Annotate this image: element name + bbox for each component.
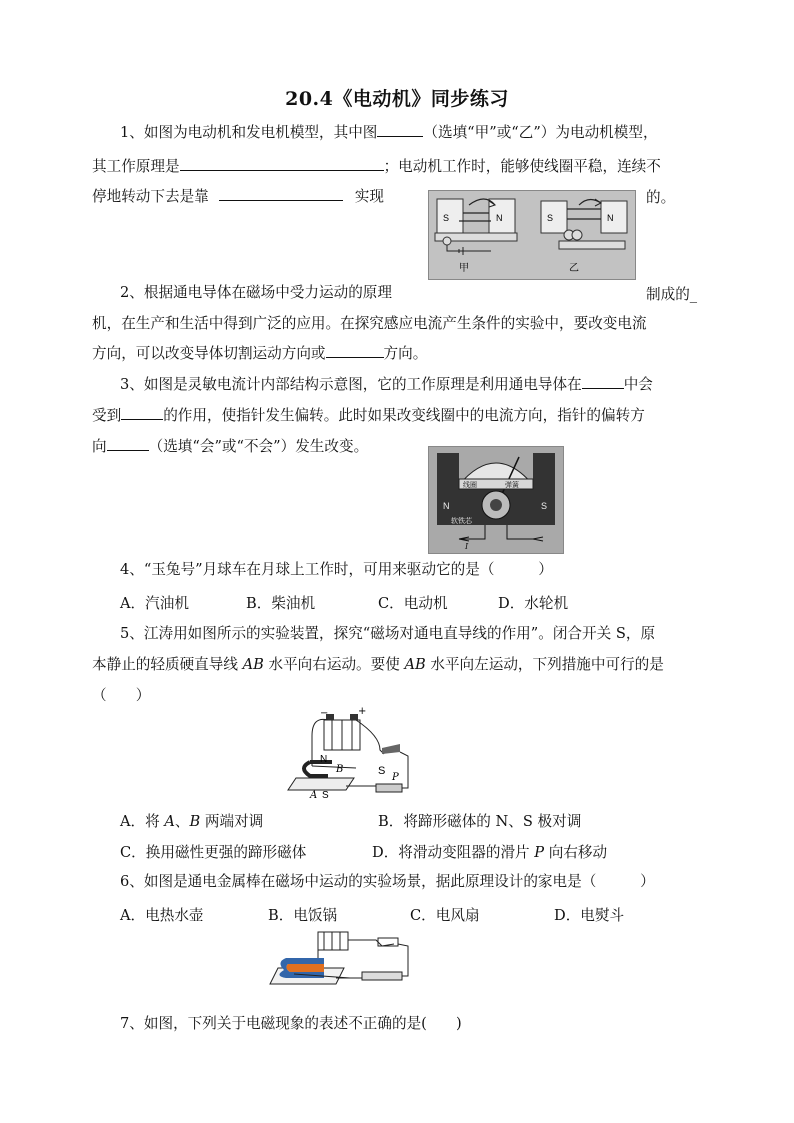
q2-text: 2、根据通电导体在磁场中受力运动的原理 [120, 284, 392, 301]
q5-opt-text: 向右移动 [544, 844, 608, 861]
q5-opt-text: A．将 [120, 813, 165, 830]
q5-option-c[interactable]: C．换用磁性更强的蹄形磁体 [120, 844, 307, 861]
q4-option-c[interactable]: C．电动机 [378, 595, 448, 612]
q3-fig-spring: 弹簧 [505, 481, 519, 489]
q5-var-ab: AB [242, 656, 264, 673]
q6-option-c[interactable]: C．电风扇 [410, 907, 480, 924]
q1-line-2 [92, 156, 704, 177]
q4-stem: 4、“玉兔号”月球车在月球上工作时，可用来驱动它的是（ ） [120, 561, 553, 578]
q1-text: ；电动机工作时，能够使线圈平稳，连续不 [383, 158, 661, 175]
q5-fig-n: N [320, 754, 328, 765]
q5-opt-text: D．将滑动变阻器的滑片 [372, 844, 535, 861]
q3-text: 向 [92, 438, 107, 455]
q3-blank-2[interactable] [121, 405, 163, 420]
q3-text: 3、如图是灵敏电流计内部结构示意图，它的工作原理是利用通电导体在 [120, 376, 582, 393]
q5-text: 本静止的轻质硬直导线 [92, 656, 243, 673]
q3-fig-s: S [541, 501, 548, 511]
q1-text: 其工作原理是 [92, 158, 180, 175]
q2-line-1 [120, 283, 704, 303]
q3-galvanometer-figure [428, 446, 564, 554]
q5-line-3: （ ） [92, 687, 151, 704]
q3-text: 的作用，使指针发生偏转。此时如果改变线圈中的电流方向，指针的偏转方 [163, 407, 645, 424]
q5-opt-text: 、 [174, 813, 190, 830]
q1-text-end: 的。 [646, 189, 676, 206]
q5-fig-a: A [310, 790, 318, 801]
q3-text: 受到 [92, 407, 122, 424]
q6-option-a[interactable]: A．电热水壶 [120, 907, 204, 924]
q1-fig-label-jia: 甲 [459, 263, 469, 274]
q3-fig-core: 软铁芯 [451, 517, 472, 525]
q5-option-b[interactable]: B．将蹄形磁体的 N、S 极对调 [378, 813, 582, 830]
q6-stem: 6、如图是通电金属棒在磁场中运动的实验场景，据此原理设计的家电是（ ） [120, 873, 655, 890]
q6-option-d[interactable]: D．电熨斗 [554, 907, 625, 924]
q5-opt-text: 两端对调 [200, 813, 264, 830]
q3-blank-3[interactable] [107, 436, 149, 451]
q7-stem: 7、如图，下列关于电磁现象的表述不正确的是( ) [120, 1015, 462, 1032]
q1-text: 停地转动下去是靠 [92, 188, 209, 205]
q5-line-1: 5、江涛用如图所示的实验装置，探究“磁场对通电直导线的作用”。闭合开关 S，原 [120, 625, 656, 642]
q4-option-b[interactable]: B．柴油机 [246, 595, 316, 612]
q1-fig-s2: S [547, 213, 554, 223]
q2-text: 方向，可以改变导体切割运动方向或 [92, 345, 326, 362]
q6-option-b[interactable]: B．电饭锅 [268, 907, 338, 924]
q5-var-p: P [534, 844, 545, 861]
q5-fig-switch-s: S [378, 765, 386, 777]
page-title: 20.4《电动机》同步练习 [285, 88, 509, 110]
q3-line-1 [120, 374, 704, 395]
q4-option-a[interactable]: A．汽油机 [120, 595, 189, 612]
q5-fig-b: B [336, 764, 344, 775]
q3-fig-i: I [465, 542, 469, 551]
q5-circuit-figure [284, 706, 418, 802]
q4-option-d[interactable]: D．水轮机 [498, 595, 569, 612]
q3-blank-1[interactable] [582, 374, 624, 389]
q5-var-a: A [164, 813, 175, 830]
q1-fig-s1: S [443, 213, 450, 223]
q1-blank-1[interactable] [377, 122, 423, 137]
q2-blank[interactable] [326, 343, 384, 358]
q1-fig-label-yi: 乙 [569, 263, 579, 274]
q5-fig-plus: + [358, 706, 367, 717]
q1-fig-n2: N [607, 213, 614, 223]
q3-fig-coil: 线圈 [463, 481, 477, 489]
q1-line-1 [120, 122, 704, 143]
q5-var-ab: AB [404, 656, 426, 673]
q2-text-end: 制成的_ [646, 286, 698, 303]
q1-blank-2[interactable] [180, 156, 384, 171]
q2-line-3 [92, 343, 704, 364]
q2-text: 方向。 [383, 345, 428, 362]
q1-blank-3[interactable] [219, 186, 343, 201]
q5-text: 水平向右运动。要使 [263, 656, 405, 673]
q1-text: 1、如图为电动机和发电机模型，其中图 [120, 124, 378, 141]
q5-option-a[interactable] [120, 810, 263, 831]
q5-option-d[interactable] [372, 841, 607, 862]
q2-line-2: 机，在生产和生活中得到广泛的应用。在探究感应电流产生条件的实验中，要改变电流 [92, 315, 647, 332]
q3-line-2 [92, 405, 704, 426]
q5-fig-minus: − [320, 708, 329, 719]
q5-text: 水平向左运动，下列措施中可行的是 [425, 656, 664, 673]
q3-fig-n: N [443, 501, 450, 511]
q6-experiment-figure [266, 928, 414, 994]
q5-fig-s-pole: S [322, 790, 329, 801]
q5-fig-p: P [392, 772, 399, 783]
q1-text: （选填“甲”或“乙”）为电动机模型， [423, 124, 658, 141]
q5-line-2 [92, 655, 704, 675]
q1-text: 实现 [354, 188, 384, 205]
q1-motor-generator-figure [428, 190, 636, 280]
q3-text: 中会 [623, 376, 653, 393]
q3-line-3 [92, 436, 704, 457]
q1-fig-n1: N [496, 213, 503, 223]
q5-var-b: B [189, 813, 201, 830]
q3-text: （选填“会”或“不会”）发生改变。 [148, 438, 369, 455]
